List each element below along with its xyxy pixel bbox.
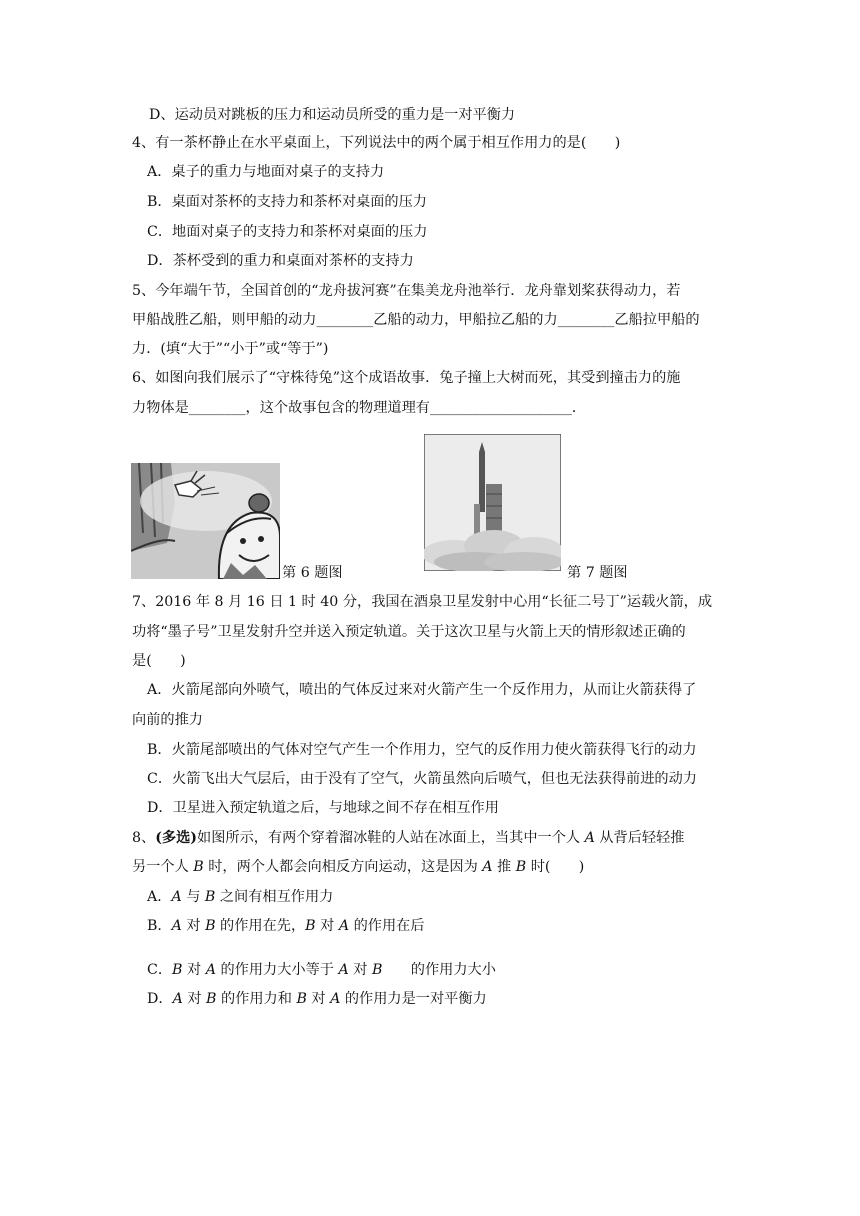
var-b: B [193,859,204,875]
figure-7-rocket-photo [424,434,561,571]
var-b: B [206,991,217,1007]
var-a: A [338,962,349,978]
var-a: A [482,859,493,875]
q8-option-d [147,989,487,1009]
q8-option-c [147,960,496,980]
q8-option-b-t1: 对 [181,918,206,934]
q8-option-a-end: 之间有相互作用力 [215,889,334,905]
q8-option-c-label: C． [147,962,173,978]
q8-number: 8、 [132,830,156,846]
q6-line-1: 6、如图向我们展示了“守株待兔”这个成语故事．兔子撞上大树而死，其受到撞击力的施 [132,370,681,386]
q8-option-b-t4: 的作用在后 [349,918,425,934]
var-a: A [171,918,182,934]
figure-6-cartoon [131,463,280,579]
q7-option-a-line-1: A．火箭尾部向外喷气，喷出的气体反过来对火箭产生一个反作用力，从而让火箭获得了 [147,682,697,698]
var-b: B [205,918,216,934]
q8-option-c-t4: 的作用力大小 [382,962,496,978]
q4-stem: 4、有一茶杯静止在水平桌面上，下列说法中的两个属于相互作用力的是( ) [132,135,621,151]
q5-line-3: 力．(填“大于”“小于”或“等于”) [132,341,329,357]
q8-option-a-mid: 与 [181,889,205,905]
q8-line-2-mid: 时，两个人都会向相反方向运动，这是因为 [203,859,483,875]
q8-option-d-t4: 的作用力是一对平衡力 [340,991,487,1007]
q8-option-c-t1: 对 [182,962,206,978]
q7-line-2: 功将“墨子号”卫星发射升空并送入预定轨道。关于这次卫星与火箭上天的情形叙述正确的 [132,624,686,640]
q7-option-b: B．火箭尾部喷出的气体对空气产生一个作用力，空气的反作用力使火箭获得飞行的动力 [147,742,697,758]
q8-line-2-mid2: 推 [492,859,516,875]
q6-line-2: 力物体是________，这个故事包含的物理道理有____________________． [132,400,587,416]
q8-option-d-t3: 对 [306,991,331,1007]
q4-option-a: A．桌子的重力与地面对桌子的支持力 [147,164,385,180]
q8-option-c-t3: 对 [348,962,372,978]
q8-option-b-label: B． [147,918,172,934]
q8-option-d-t1: 对 [182,991,207,1007]
q4-option-c: C．地面对桌子的支持力和茶杯对桌面的压力 [147,224,428,240]
var-b: B [204,889,216,905]
var-b: B [371,962,383,978]
q3-option-d: D、运动员对跳板的压力和运动员所受的重力是一对平衡力 [149,107,516,123]
figure-7-caption: 第 7 题图 [567,565,628,581]
var-a: A [584,830,595,846]
var-b: B [305,918,316,934]
q8-option-d-t2: 的作用力和 [216,991,297,1007]
q8-option-a [147,887,333,907]
var-a: A [338,918,350,934]
q8-option-b-t3: 对 [315,918,339,934]
q7-option-a-line-2: 向前的推力 [132,712,203,728]
q8-option-c-t2: 的作用力大小等于 [215,962,339,978]
q7-option-c: C．火箭飞出大气层后，由于没有了空气，火箭虽然向后喷气，但也无法获得前进的动力 [147,771,697,787]
q8-option-a-label: A． [147,889,172,905]
q7-line-1: 7、2016 年 8 月 16 日 1 时 40 分，我国在酒泉卫星发射中心用“长征二号丁”运载火箭，成 [132,594,713,610]
q4-option-d: D．茶杯受到的重力和桌面对茶杯的支持力 [147,253,414,269]
var-b: B [296,991,307,1007]
q8-line-1 [132,828,685,848]
rocket-launch-photo [424,434,561,571]
q8-line-2-pre: 另一个人 [132,859,194,875]
q8-multi-select-tag: (多选) [155,830,198,846]
q8-line-1-text: 如图所示，有两个穿着溜冰鞋的人站在冰面上，当其中一个人 [197,830,585,846]
cartoon-illustration [131,463,280,579]
var-b: B [172,962,183,978]
var-a: A [172,991,183,1007]
q5-line-1: 5、今年端午节，全国首创的“龙舟拔河赛”在集美龙舟池举行．龙舟靠划桨获得动力，若 [132,283,681,299]
var-a: A [330,991,341,1007]
q5-line-2: 甲船战胜乙船，则甲船的动力________乙船的动力，甲船拉乙船的力________乙船拉甲船的 [132,312,700,328]
q8-line-2 [132,857,584,877]
q8-line-1-end: 从背后轻轻推 [594,830,685,846]
var-a: A [205,962,216,978]
var-a: A [171,889,182,905]
q4-option-b: B．桌面对茶杯的支持力和茶杯对桌面的压力 [147,194,427,210]
q7-line-3: 是( ) [132,653,186,669]
q7-option-d: D．卫星进入预定轨道之后，与地球之间不存在相互作用 [147,800,499,816]
q8-option-b [147,916,425,936]
q8-line-2-end: 时( ) [526,859,585,875]
var-b: B [515,859,527,875]
figure-6-caption: 第 6 题图 [282,565,343,581]
q8-option-d-label: D． [147,991,173,1007]
q8-option-b-t2: 的作用在先， [215,918,306,934]
